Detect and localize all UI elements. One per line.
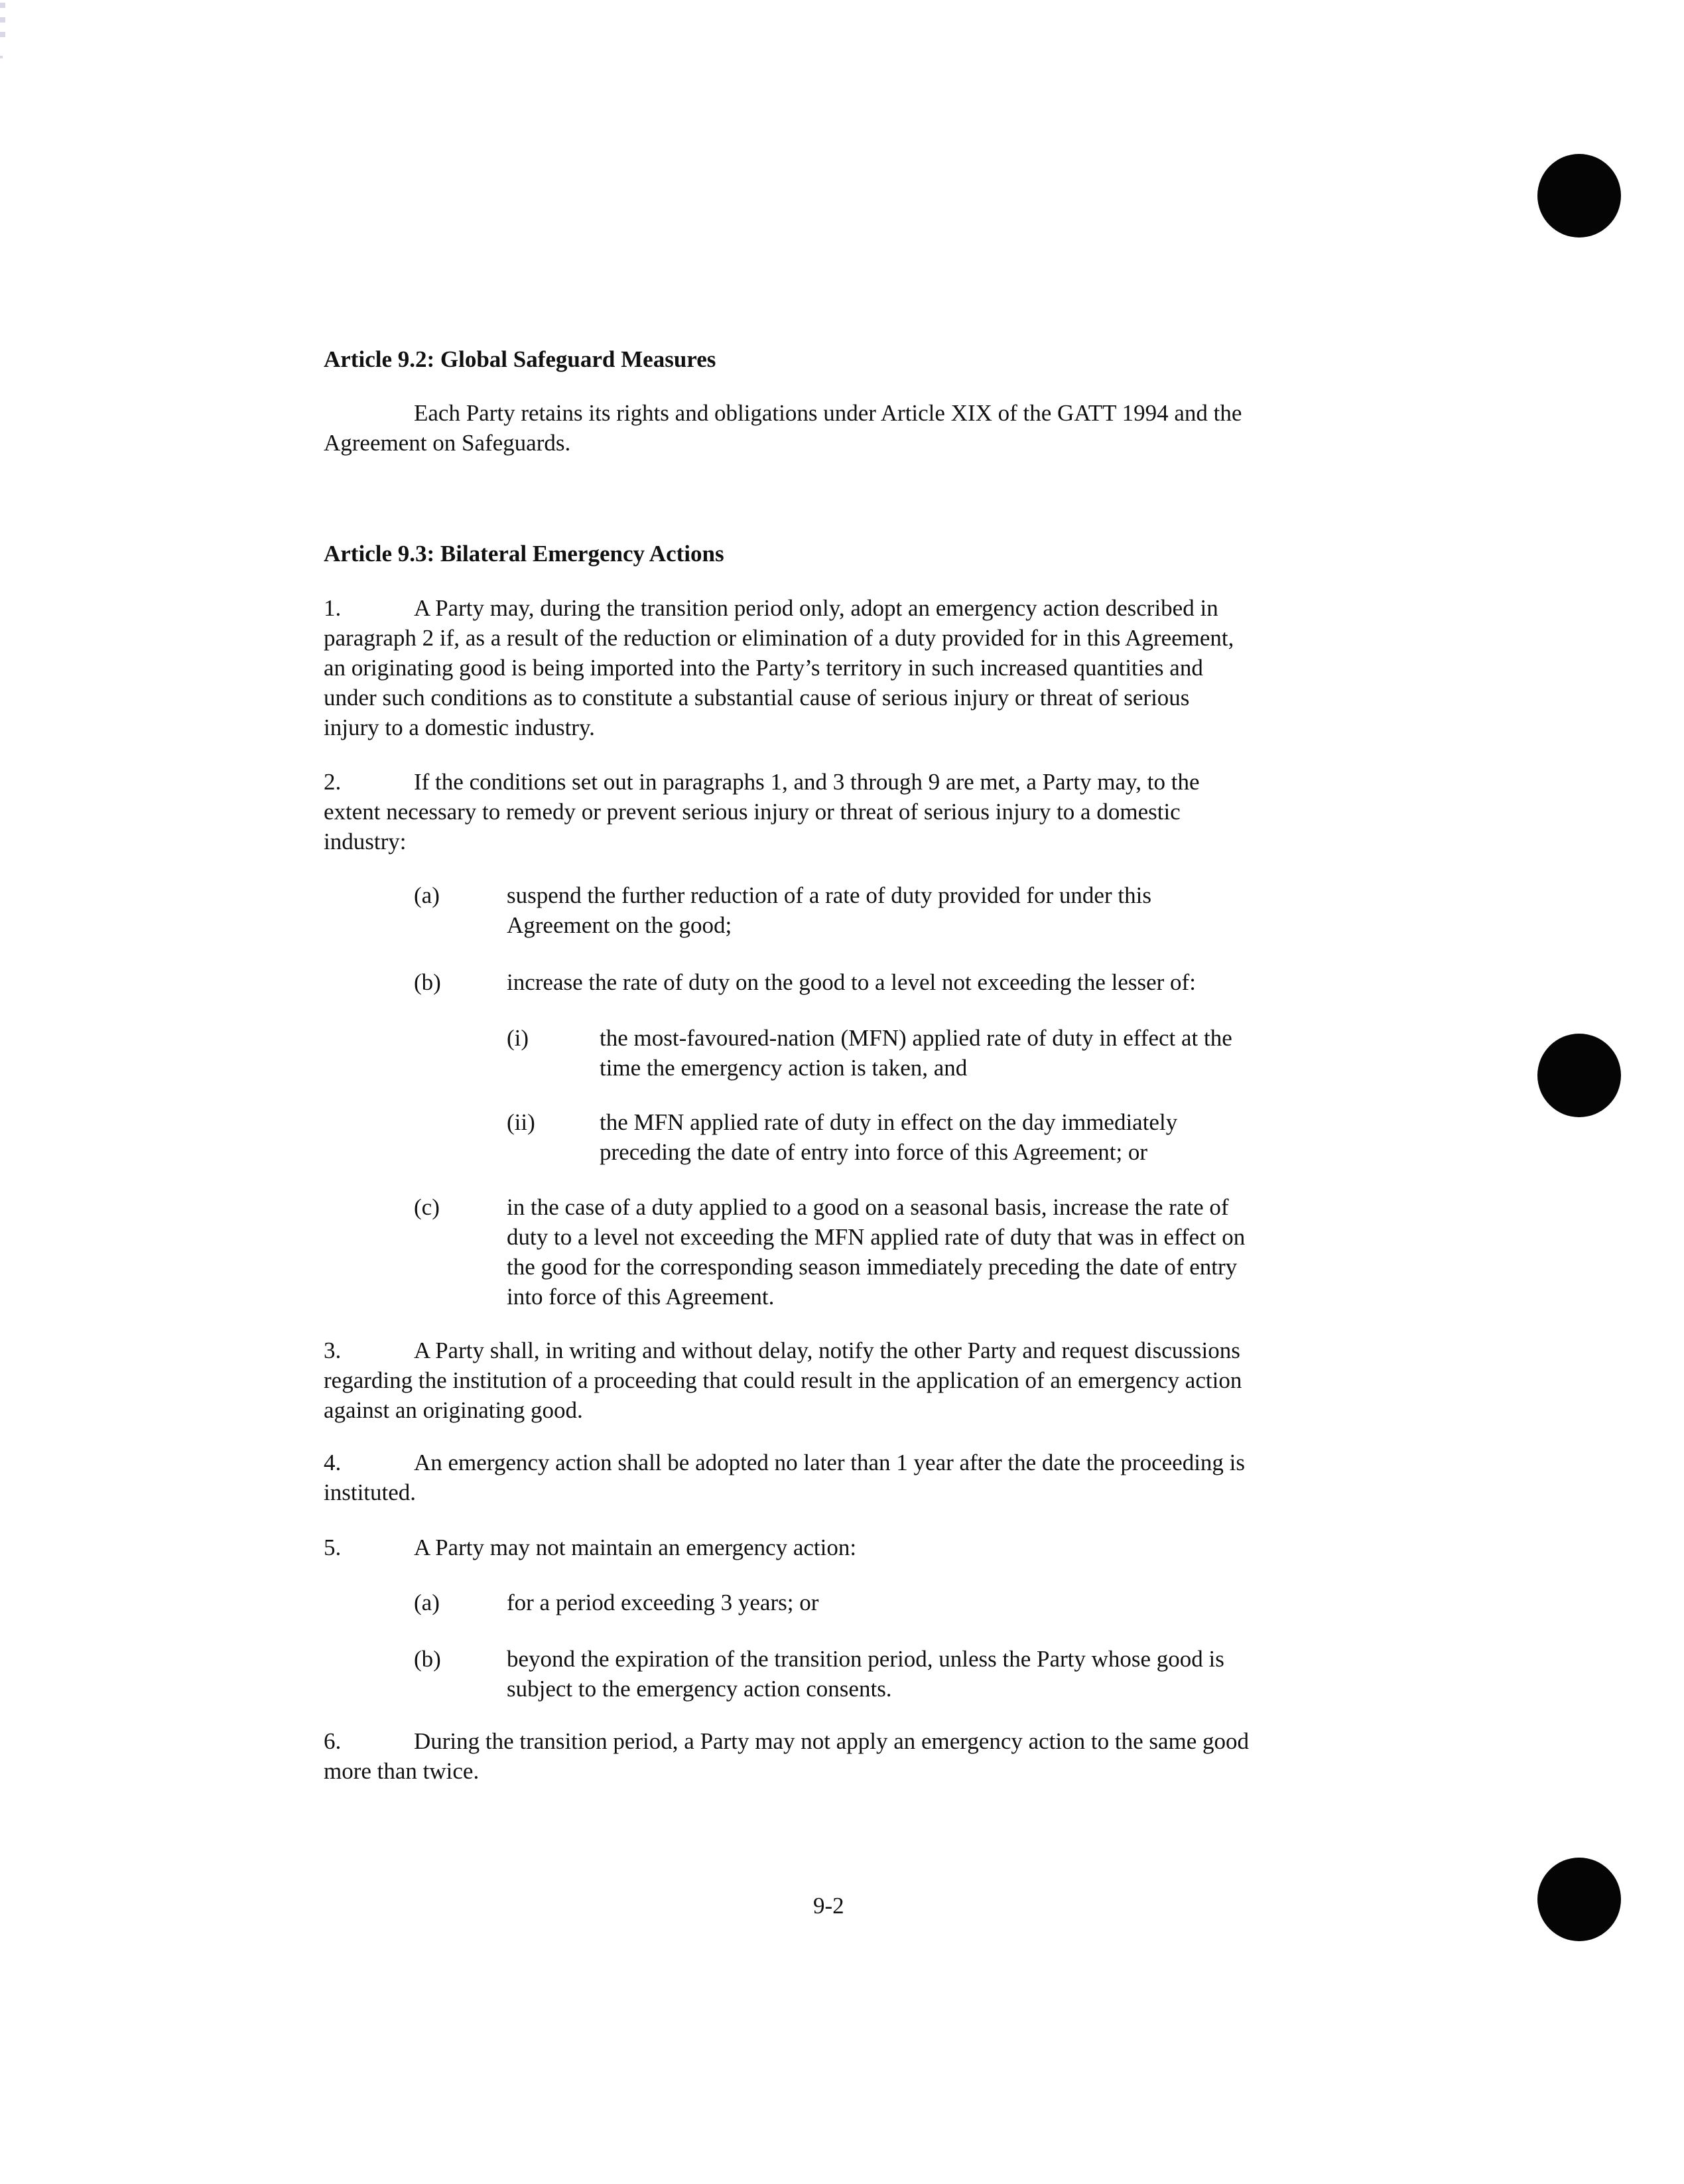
paragraph-1 bbox=[324, 593, 1234, 742]
body-line: under such conditions as to constitute a substantial cause of serious injury or threat of serious bbox=[324, 685, 1190, 711]
subparagraph-label: (b) bbox=[414, 969, 441, 995]
body-line: duty to a level not exceeding the MFN applied rate of duty that was in effect on bbox=[507, 1224, 1246, 1250]
body-line: Each Party retains its rights and obligations under Article XIX of the GATT 1994 and the bbox=[414, 400, 1242, 426]
paragraph-number: 4. bbox=[324, 1450, 342, 1475]
body-line: instituted. bbox=[324, 1479, 417, 1505]
body-line: the most-favoured-nation (MFN) applied rate of duty in effect at the bbox=[600, 1025, 1232, 1051]
subparagraph-label: (c) bbox=[414, 1194, 440, 1220]
paragraph-number: 5. bbox=[324, 1535, 342, 1560]
body-line: A Party shall, in writing and without delay, notify the other Party and request discussions bbox=[414, 1337, 1240, 1363]
paragraph-6 bbox=[324, 1726, 1249, 1786]
article-9-2-body bbox=[324, 398, 1242, 458]
clause-label: (ii) bbox=[507, 1109, 535, 1135]
article-9-2-heading: Article 9.2: Global Safeguard Measures bbox=[324, 346, 716, 372]
paragraph-number: 3. bbox=[324, 1337, 342, 1363]
subparagraph-label: (a) bbox=[414, 882, 440, 908]
body-line: regarding the institution of a proceeding that could result in the application of an emergency action bbox=[324, 1367, 1242, 1393]
body-line: the good for the corresponding season immediately preceding the date of entry bbox=[507, 1254, 1238, 1280]
body-line: preceding the date of entry into force of this Agreement; or bbox=[600, 1139, 1148, 1165]
paragraph-number: 2. bbox=[324, 769, 342, 795]
subparagraph-label: (b) bbox=[414, 1646, 441, 1672]
body-line: industry: bbox=[324, 829, 407, 854]
paragraph-5 bbox=[324, 1533, 856, 1562]
body-line: A Party may, during the transition period only, adopt an emergency action described in bbox=[414, 595, 1218, 621]
body-line: against an originating good. bbox=[324, 1397, 583, 1423]
paragraph-number: 1. bbox=[324, 595, 342, 621]
clause-label: (i) bbox=[507, 1025, 529, 1051]
body-line: suspend the further reduction of a rate of duty provided for under this bbox=[507, 882, 1151, 908]
body-line: Agreement on the good; bbox=[507, 912, 732, 938]
punch-hole-middle bbox=[1537, 1034, 1621, 1117]
article-9-3-heading: Article 9.3: Bilateral Emergency Actions bbox=[324, 541, 724, 567]
body-line: more than twice. bbox=[324, 1758, 480, 1784]
punch-hole-top bbox=[1537, 154, 1621, 238]
body-line: extent necessary to remedy or prevent serious injury or threat of serious injury to a domestic bbox=[324, 799, 1181, 825]
body-line: paragraph 2 if, as a result of the reduction or elimination of a duty provided for in this Agreement, bbox=[324, 625, 1234, 651]
body-line: an originating good is being imported into the Party’s territory in such increased quantities and bbox=[324, 655, 1203, 681]
body-line: injury to a domestic industry. bbox=[324, 715, 595, 740]
body-line: into force of this Agreement. bbox=[507, 1284, 775, 1310]
paragraph-2 bbox=[324, 767, 1200, 856]
scan-artifact bbox=[0, 0, 9, 66]
body-line: If the conditions set out in paragraphs 1, and 3 through 9 are met, a Party may, to the bbox=[414, 769, 1200, 795]
page-number: 9-2 bbox=[813, 1893, 844, 1919]
paragraph-4 bbox=[324, 1448, 1245, 1507]
paragraph-number: 6. bbox=[324, 1728, 342, 1754]
body-line: the MFN applied rate of duty in effect on the day immediately bbox=[600, 1109, 1178, 1135]
body-line: time the emergency action is taken, and bbox=[600, 1055, 968, 1081]
body-line: in the case of a duty applied to a good on a seasonal basis, increase the rate of bbox=[507, 1194, 1229, 1220]
body-line: An emergency action shall be adopted no later than 1 year after the date the proceeding is bbox=[414, 1450, 1246, 1475]
body-line: A Party may not maintain an emergency action: bbox=[414, 1535, 857, 1560]
punch-hole-bottom bbox=[1537, 1858, 1621, 1941]
body-line: During the transition period, a Party may not apply an emergency action to the same good bbox=[414, 1728, 1250, 1754]
body-line: subject to the emergency action consents. bbox=[507, 1676, 892, 1702]
subparagraph-label: (a) bbox=[414, 1590, 440, 1615]
body-line: for a period exceeding 3 years; or bbox=[507, 1590, 819, 1615]
body-line: Agreement on Safeguards. bbox=[324, 430, 571, 456]
body-line: increase the rate of duty on the good to a level not exceeding the lesser of: bbox=[507, 969, 1196, 995]
paragraph-3 bbox=[324, 1335, 1242, 1425]
body-line: beyond the expiration of the transition period, unless the Party whose good is bbox=[507, 1646, 1224, 1672]
